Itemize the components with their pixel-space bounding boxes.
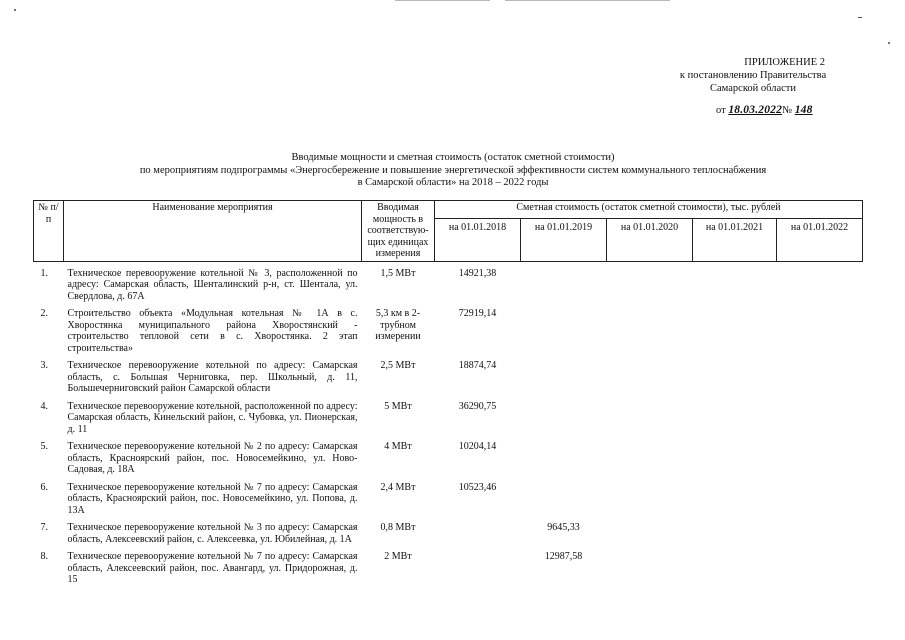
row-cost-2019 bbox=[521, 395, 607, 436]
table-row bbox=[34, 435, 863, 476]
row-capacity: 5,3 км в 2-трубном измерении bbox=[375, 308, 421, 342]
decree-from-label: от bbox=[716, 105, 726, 116]
appendix-line-2: к постановлению Правительства bbox=[679, 70, 827, 81]
row-number: 6. bbox=[40, 481, 48, 493]
row-capacity: 2,4 МВт bbox=[380, 481, 416, 493]
row-cost-2022 bbox=[777, 302, 863, 354]
row-cost-2021 bbox=[693, 545, 777, 586]
table-row bbox=[34, 302, 863, 354]
header-cost-group: Сметная стоимость (остаток сметной стоимости), тыс. рублей bbox=[435, 201, 863, 219]
row-cost-2022 bbox=[777, 354, 863, 395]
row-cost-2021 bbox=[693, 476, 777, 517]
row-cost-2019 bbox=[521, 354, 607, 395]
scan-edge-line bbox=[505, 0, 670, 1]
row-cost-2021 bbox=[693, 516, 777, 545]
row-cost-2021 bbox=[693, 302, 777, 354]
table-row bbox=[34, 476, 863, 517]
row-cost-2020 bbox=[607, 435, 693, 476]
title-line-3: в Самарской области» на 2018 – 2022 годы bbox=[357, 177, 549, 188]
row-capacity: 4 МВт bbox=[384, 441, 412, 452]
table-row bbox=[34, 261, 863, 302]
row-measure-name: Техническое перевооружение котельной, расположенной по адресу: Самарская область, Кинельский район, с. Чубовка, ул. Пионерская, д. 11 bbox=[67, 400, 358, 435]
row-cost-2020 bbox=[607, 476, 693, 517]
table-row bbox=[34, 395, 863, 436]
row-measure-name: Техническое перевооружение котельной по адресу: Самарская область, с. Большая Черниговка, пер. Школьный, д. 11, Большечерниговский район Самарской области bbox=[67, 360, 358, 394]
row-cost-2020 bbox=[607, 516, 693, 545]
table-row bbox=[34, 354, 863, 395]
row-capacity: 0,8 МВт bbox=[380, 522, 416, 533]
row-cost-2019: 12987,58 bbox=[544, 551, 583, 562]
measures-table bbox=[33, 200, 863, 586]
row-capacity: 2,5 МВт bbox=[380, 360, 416, 371]
header-year-2021: на 01.01.2021 bbox=[693, 218, 777, 261]
title-line-2: по мероприятиям подпрограммы «Энергосбережение и повышение энергетической эффективности систем коммунального теплоснабжения bbox=[139, 164, 767, 176]
row-cost-2021 bbox=[693, 435, 777, 476]
row-cost-2018: 72919,14 bbox=[458, 308, 497, 319]
row-cost-2018: 18874,74 bbox=[458, 360, 497, 371]
row-cost-2022 bbox=[777, 516, 863, 545]
row-cost-2018 bbox=[435, 516, 521, 545]
appendix-title: ПРИЛОЖЕНИЕ 2 bbox=[744, 57, 825, 68]
row-cost-2018: 36290,75 bbox=[458, 400, 497, 412]
row-number: 5. bbox=[40, 441, 48, 452]
document-title bbox=[100, 152, 806, 190]
row-number: 7. bbox=[40, 522, 48, 533]
scan-speck bbox=[858, 17, 862, 18]
row-measure-name: Техническое перевооружение котельной № 3, расположенной по адресу: Самарская область, Шенталинский р-н, ст. Шентала, ул. Свердлова, д. 67А bbox=[67, 267, 358, 302]
row-cost-2018 bbox=[435, 545, 521, 586]
row-capacity: 2 МВт bbox=[384, 551, 412, 562]
decree-date: 18.03.2022 bbox=[728, 104, 783, 116]
row-number: 3. bbox=[40, 360, 48, 371]
row-capacity: 5 МВт bbox=[384, 400, 412, 412]
row-cost-2019 bbox=[521, 302, 607, 354]
header-year-2020: на 01.01.2020 bbox=[607, 218, 693, 261]
header-num: № п/п bbox=[34, 201, 64, 262]
row-number: 8. bbox=[40, 551, 48, 562]
row-cost-2022 bbox=[777, 435, 863, 476]
row-cost-2019 bbox=[521, 261, 607, 302]
row-cost-2022 bbox=[777, 395, 863, 436]
title-line-1: Вводимые мощности и сметная стоимость (остаток сметной стоимости) bbox=[291, 152, 615, 163]
row-cost-2020 bbox=[607, 302, 693, 354]
row-cost-2019 bbox=[521, 476, 607, 517]
row-cost-2022 bbox=[777, 476, 863, 517]
row-cost-2019 bbox=[521, 435, 607, 476]
row-measure-name: Техническое перевооружение котельной № 2 по адресу: Самарская область, Красноярский район, пос. Новосемейкино, ул. Ново-Садовая, д. 18А bbox=[67, 441, 358, 475]
row-measure-name: Строительство объекта «Модульная котельная № 1А в с. Хворостянка муниципального района Хворостянский - строительство тепловой сети в с. Хворостянка. 2 этап строительства» bbox=[67, 308, 358, 354]
table-body bbox=[34, 261, 863, 586]
header-year-2018: на 01.01.2018 bbox=[435, 218, 521, 261]
appendix-line-3: Самарской области bbox=[710, 83, 796, 94]
row-cost-2021 bbox=[693, 354, 777, 395]
row-cost-2022 bbox=[777, 261, 863, 302]
row-cost-2019: 9645,33 bbox=[547, 522, 580, 533]
decree-number-label: № bbox=[782, 105, 793, 116]
decree-number: 148 bbox=[794, 104, 813, 116]
scan-edge-line bbox=[395, 0, 490, 1]
row-measure-name: Техническое перевооружение котельной № 3 по адресу: Самарская область, Алексеевский район, с. Алексеевка, ул. Юбилейная, д. 1А bbox=[67, 522, 358, 545]
table-row bbox=[34, 516, 863, 545]
appendix-block bbox=[653, 56, 853, 95]
row-cost-2020 bbox=[607, 261, 693, 302]
header-name: Наименование мероприятия bbox=[64, 201, 362, 262]
row-cost-2020 bbox=[607, 354, 693, 395]
header-year-2019: на 01.01.2019 bbox=[521, 218, 607, 261]
table-row bbox=[34, 545, 863, 586]
row-cost-2022 bbox=[777, 545, 863, 586]
scan-speck bbox=[14, 9, 16, 11]
row-measure-name: Техническое перевооружение котельной № 7 по адресу: Самарская область, Красноярский район, пос. Новосемейкино, ул. Попова, д. 13А bbox=[67, 481, 358, 516]
row-measure-name: Техническое перевооружение котельной № 7 по адресу: Самарская область, Алексеевский район, пос. Авангард, ул. Придорожная, д. 15 bbox=[67, 551, 358, 585]
scan-speck bbox=[888, 42, 890, 44]
row-cost-2021 bbox=[693, 395, 777, 436]
row-cost-2020 bbox=[607, 395, 693, 436]
row-capacity: 1,5 МВт bbox=[380, 267, 416, 279]
row-cost-2018: 10523,46 bbox=[458, 481, 497, 493]
row-number: 4. bbox=[40, 400, 48, 412]
row-number: 2. bbox=[40, 308, 48, 319]
header-capacity: Вводимая мощность в соответствую-щих единицах измерения bbox=[362, 201, 435, 262]
row-cost-2020 bbox=[607, 545, 693, 586]
row-cost-2021 bbox=[693, 261, 777, 302]
row-cost-2018: 14921,38 bbox=[458, 267, 497, 279]
decree-reference bbox=[716, 104, 813, 116]
table-header bbox=[34, 201, 863, 262]
row-number: 1. bbox=[40, 267, 48, 279]
row-cost-2018: 10204,14 bbox=[458, 441, 497, 452]
header-year-2022: на 01.01.2022 bbox=[777, 218, 863, 261]
